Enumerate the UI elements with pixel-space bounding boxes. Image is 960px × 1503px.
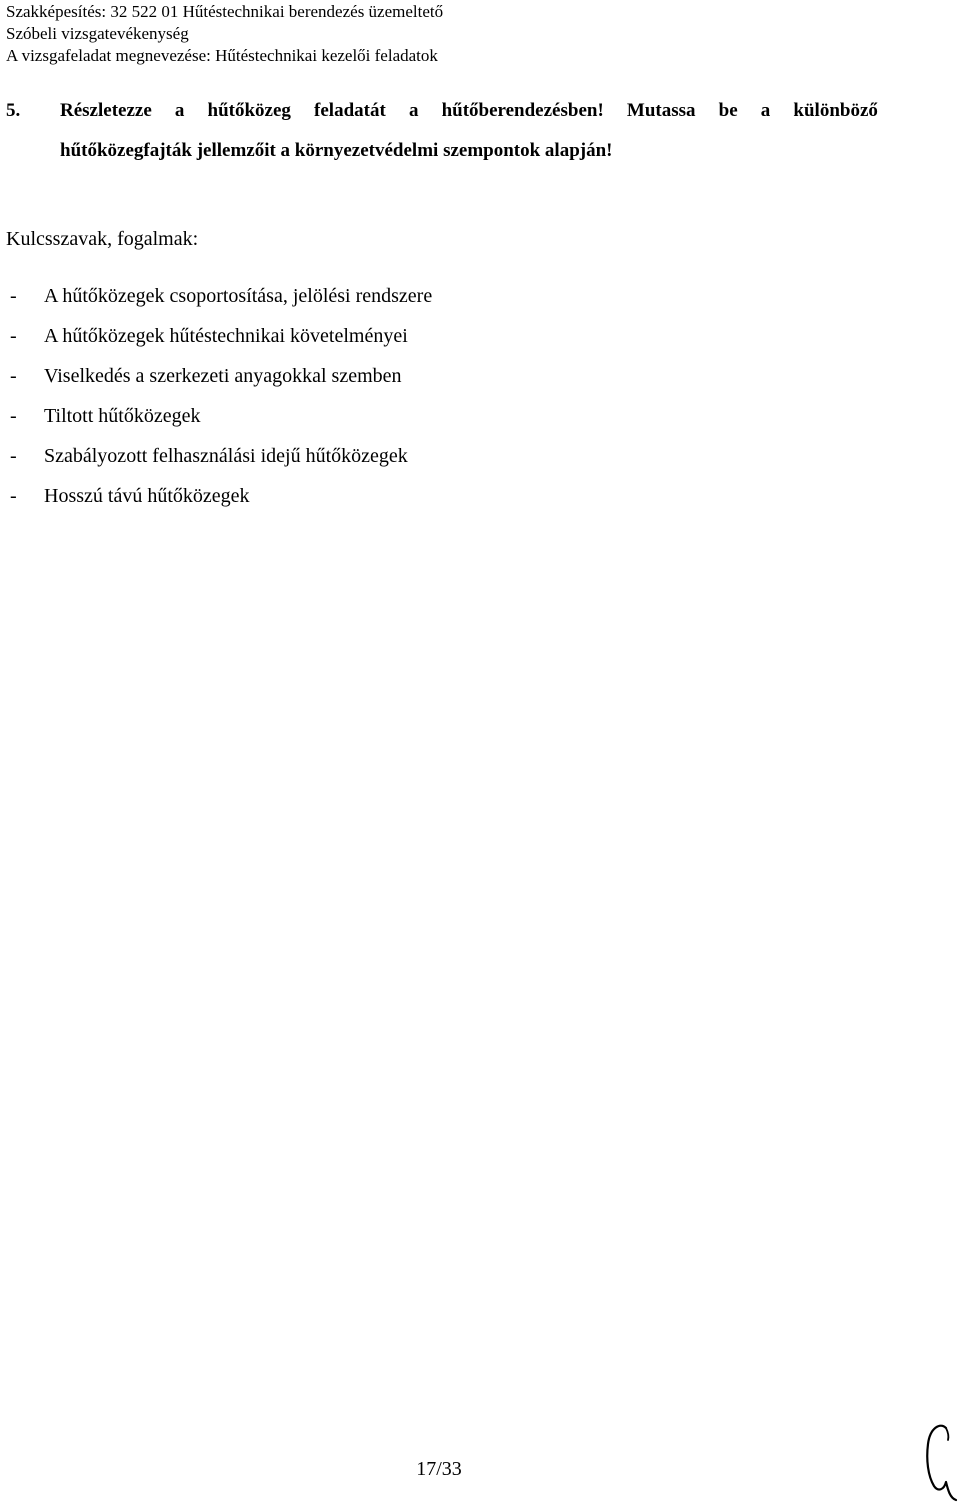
- handwritten-signature-icon: [918, 1418, 958, 1502]
- question-word: hűtőközeg: [207, 100, 291, 121]
- bullet-dash: -: [10, 445, 17, 467]
- question-word: a: [408, 100, 419, 121]
- list-item: [6, 316, 432, 356]
- bullet-dash: -: [10, 405, 17, 427]
- header-exam-activity: Szóbeli vizsgatevékenység: [6, 24, 189, 43]
- keyword-text: A hűtőközegek csoportosítása, jelölési rendszere: [44, 285, 433, 307]
- bullet-dash: -: [10, 485, 17, 507]
- list-item: [6, 436, 432, 476]
- header-qualification: Szakképesítés: 32 522 01 Hűtéstechnikai berendezés üzemeltető: [6, 2, 444, 21]
- keyword-text: Hosszú távú hűtőközegek: [44, 485, 250, 507]
- keyword-text: Szabályozott felhasználási idejű hűtőközegek: [44, 445, 408, 467]
- document-header: [6, 0, 946, 67]
- question-word: Mutassa: [626, 100, 696, 121]
- list-item: [6, 276, 432, 316]
- list-item: [6, 396, 432, 436]
- question-line-1: [6, 91, 878, 131]
- keyword-text: Tiltott hűtőközegek: [44, 405, 201, 427]
- keyword-text: Viselkedés a szerkezeti anyagokkal szemben: [44, 365, 402, 387]
- question-line-2: hűtőközegfajták jellemzőit a környezetvédelmi szempontok alapján!: [60, 140, 613, 161]
- bullet-dash: -: [10, 325, 17, 347]
- keywords-title: Kulcsszavak, fogalmak:: [6, 228, 199, 250]
- question-block: [6, 91, 886, 171]
- question-word: hűtőberendezésben!: [441, 100, 604, 121]
- question-word: a: [760, 100, 771, 121]
- keyword-text: A hűtőközegek hűtéstechnikai követelményei: [44, 325, 408, 347]
- question-number: 5.: [6, 100, 21, 121]
- question-word: a: [174, 100, 185, 121]
- list-item: [6, 356, 432, 396]
- question-word: feladatát: [314, 100, 386, 121]
- page-number: 17/33: [416, 1458, 462, 1480]
- list-item: [6, 476, 432, 516]
- keywords-list: [6, 276, 432, 516]
- bullet-dash: -: [10, 285, 17, 307]
- question-word: be: [718, 100, 738, 121]
- question-word: különböző: [793, 100, 878, 121]
- question-word: Részletezze: [60, 100, 152, 121]
- header-task-name: A vizsgafeladat megnevezése: Hűtéstechnikai kezelői feladatok: [6, 46, 438, 65]
- bullet-dash: -: [10, 365, 17, 387]
